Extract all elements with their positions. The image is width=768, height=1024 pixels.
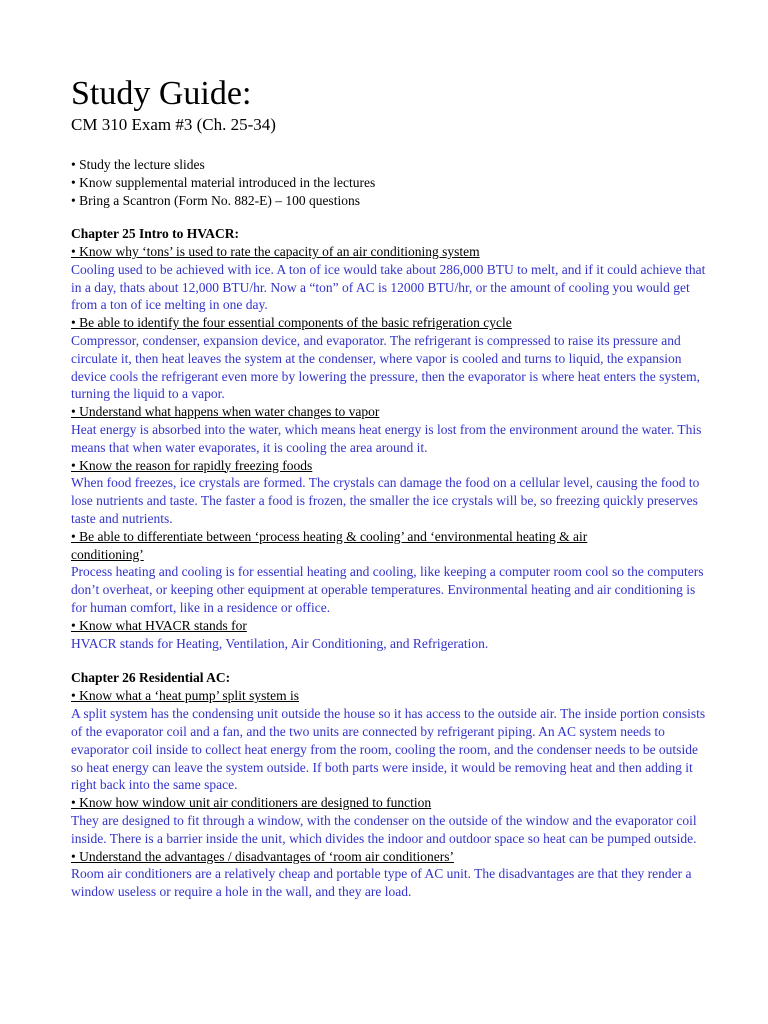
chapter-section bbox=[71, 669, 708, 901]
intro-list bbox=[71, 156, 708, 210]
question: • Know what a ‘heat pump’ split system is bbox=[71, 688, 299, 704]
answer: HVACR stands for Heating, Ventilation, Air Conditioning, and Refrigeration. bbox=[71, 635, 489, 651]
question: • Understand the advantages / disadvantages of ‘room air conditioners’ bbox=[71, 848, 454, 864]
intro-item: • Know supplemental material introduced in the lectures bbox=[71, 175, 376, 190]
chapter-heading: Chapter 25 Intro to HVACR: bbox=[71, 226, 240, 241]
question: • Know why ‘tons’ is used to rate the capacity of an air conditioning system bbox=[71, 244, 480, 259]
intro-item: • Study the lecture slides bbox=[71, 157, 205, 172]
question: • Know what HVACR stands for bbox=[71, 617, 247, 633]
question: • Be able to identify the four essential components of the basic refrigeration cycle bbox=[71, 315, 512, 331]
page-title: Study Guide: bbox=[71, 75, 252, 112]
question: • Understand what happens when water changes to vapor bbox=[71, 404, 380, 420]
answer: When food freezes, ice crystals are formed. The crystals can damage the food on a cellular level, causing the food to lose nutrients and taste. The faster a food is frozen, the smaller the ice crystals will be, so freezing quickly preserves taste and nutrients. bbox=[71, 475, 700, 526]
answer: They are designed to fit through a window, with the condenser on the outside of the window and the evaporator coil inside. There is a barrier inside the unit, which divides the indoor and outdoor space so heat can be pumped outside. bbox=[71, 812, 697, 846]
answer: Process heating and cooling is for essential heating and cooling, like keeping a computer room cool so the computers don’t overheat, or keeping other equipment at operable temperatures. Environmental heating and air conditioning is for human comfort, like in a residence or office. bbox=[71, 564, 704, 615]
chapter-section bbox=[71, 225, 708, 652]
question: • Know the reason for rapidly freezing foods bbox=[71, 457, 313, 473]
answer: Cooling used to be achieved with ice. A ton of ice would take about 286,000 BTU to melt, and if it could achieve that in a day, thats about 12,000 BTU/hr. Now a “ton” of AC is 12000 BTU/hr, or the amount of cooling you would get from a ton of ice melting in one day. bbox=[71, 261, 706, 313]
question: • Be able to differentiate between ‘process heating & cooling’ and ‘environmental heating & air conditioning’ bbox=[71, 528, 588, 562]
answer: A split system has the condensing unit outside the house so it has access to the outside air. The inside portion consists of the evaporator coil and a fan, and the two units are connected by refrigerant piping. An AC system needs to evaporator coil inside to collect heat energy from the room, cooling the room, and the condenser needs to be outside so heat energy can leave the system outside. If both parts were inside, it would be removing heat and then adding it right back into the same space. bbox=[71, 706, 706, 793]
chapter-heading: Chapter 26 Residential AC: bbox=[71, 670, 231, 686]
answer: Compressor, condenser, expansion device, and evaporator. The refrigerant is compressed to raise its pressure and circulate it, then heat leaves the system at the condenser, where vapor is cooled and turns to liquid, the expansion device cools the refrigerant even more by lowering the pressure, then the evaporator is where heat enters the system, turning the liquid to a vapor. bbox=[71, 332, 701, 402]
page-subtitle: CM 310 Exam #3 (Ch. 25-34) bbox=[71, 115, 276, 134]
answer: Room air conditioners are a relatively cheap and portable type of AC unit. The disadvantages are that they render a window useless or require a hole in the wall, and they are load. bbox=[71, 866, 692, 900]
answer: Heat energy is absorbed into the water, which means heat energy is lost from the environment around the water. This means that when water evaporates, it is cooling the area around it. bbox=[71, 421, 702, 455]
intro-item: • Bring a Scantron (Form No. 882-E) – 100 questions bbox=[71, 193, 360, 208]
question: • Know how window unit air conditioners are designed to function bbox=[71, 795, 432, 811]
